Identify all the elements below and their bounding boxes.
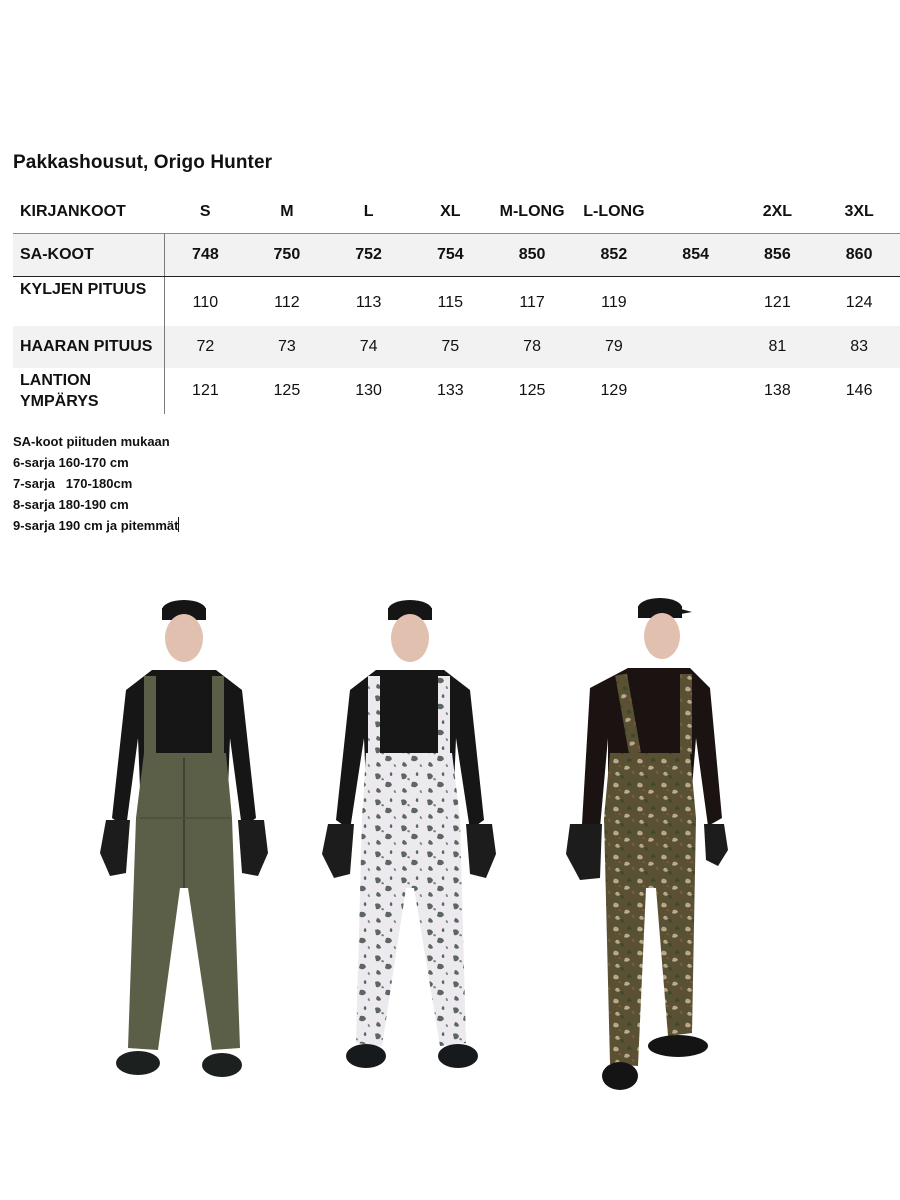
table-cell: 112	[274, 293, 300, 311]
table-cell	[655, 190, 737, 234]
table-cell: 138	[764, 382, 791, 399]
figure-olive	[100, 600, 268, 1077]
row-label: KIRJANKOOT	[20, 202, 126, 220]
table-cell: 124	[845, 293, 873, 311]
notes-line: 6-sarja 160-170 cm	[13, 455, 129, 470]
row-label-line: LANTION	[20, 372, 92, 389]
table-cell: 3XL	[844, 202, 874, 220]
table-cell: 850	[491, 234, 573, 277]
table-row	[13, 326, 900, 368]
table-cell: M-LONG	[499, 202, 565, 220]
table-cell: 146	[845, 382, 873, 399]
table-cell: 752	[328, 234, 410, 277]
table-cell: M	[280, 202, 294, 220]
table-cell	[655, 326, 737, 368]
product-photo-strip	[60, 588, 780, 1108]
table-cell: 133	[436, 382, 464, 399]
table-cell	[655, 277, 737, 327]
notes-heading: SA-koot piituden mukaan	[13, 434, 170, 449]
figure-forest-camo	[566, 598, 728, 1090]
table-cell: 110	[192, 293, 219, 311]
figure-snow-camo	[322, 600, 496, 1068]
table-header-row	[13, 190, 900, 234]
table-cell: 115	[437, 293, 464, 311]
table-cell: 74	[328, 326, 410, 368]
notes-line: 8-sarja 180-190 cm	[13, 497, 129, 512]
table-cell: 78	[491, 326, 573, 368]
product-photos	[60, 588, 780, 1108]
table-cell: 119	[601, 293, 627, 311]
table-cell: 75	[409, 326, 491, 368]
table-cell: 852	[573, 234, 655, 277]
table-row	[13, 277, 900, 327]
table-cell: 856	[737, 234, 819, 277]
table-cell: 125	[273, 382, 301, 399]
notes-line: 7-sarja 170-180cm	[13, 476, 133, 491]
table-cell: 83	[818, 326, 900, 368]
row-label: HAARAN PITUUS	[13, 326, 164, 368]
table-cell: 129	[600, 382, 628, 399]
table-cell: 121	[764, 293, 791, 311]
page-title: Pakkashousut, Origo Hunter	[13, 152, 273, 173]
table-cell: S	[199, 202, 211, 220]
table-cell: 121	[192, 382, 219, 399]
table-cell	[655, 368, 737, 414]
text-cursor	[178, 517, 179, 532]
table-cell: 117	[519, 293, 545, 311]
table-row	[13, 368, 900, 414]
table-cell: 113	[355, 293, 382, 311]
table-cell: L-LONG	[583, 202, 645, 220]
table-cell: 860	[818, 234, 900, 277]
table-cell: L	[363, 202, 374, 220]
table-cell: 748	[164, 234, 246, 277]
table-cell: 79	[573, 326, 655, 368]
row-label-line: YMPÄRYS	[20, 393, 99, 410]
row-label: KYLJEN PITUUS	[13, 277, 164, 327]
table-cell: 72	[164, 326, 246, 368]
table-cell: 81	[737, 326, 819, 368]
table-cell: 750	[246, 234, 328, 277]
table-cell: XL	[440, 202, 461, 220]
size-notes	[13, 431, 179, 536]
row-label	[13, 368, 164, 414]
table-cell: 73	[246, 326, 328, 368]
notes-line: 9-sarja 190 cm ja pitemmät	[13, 518, 179, 533]
table-cell: 854	[655, 234, 737, 277]
row-label: SA-KOOT	[13, 234, 164, 277]
table-cell: 125	[518, 382, 546, 399]
size-table	[13, 190, 900, 414]
table-row	[13, 234, 900, 277]
table-cell: 2XL	[762, 202, 793, 220]
table-cell: 130	[355, 382, 382, 399]
table-cell: 754	[409, 234, 491, 277]
